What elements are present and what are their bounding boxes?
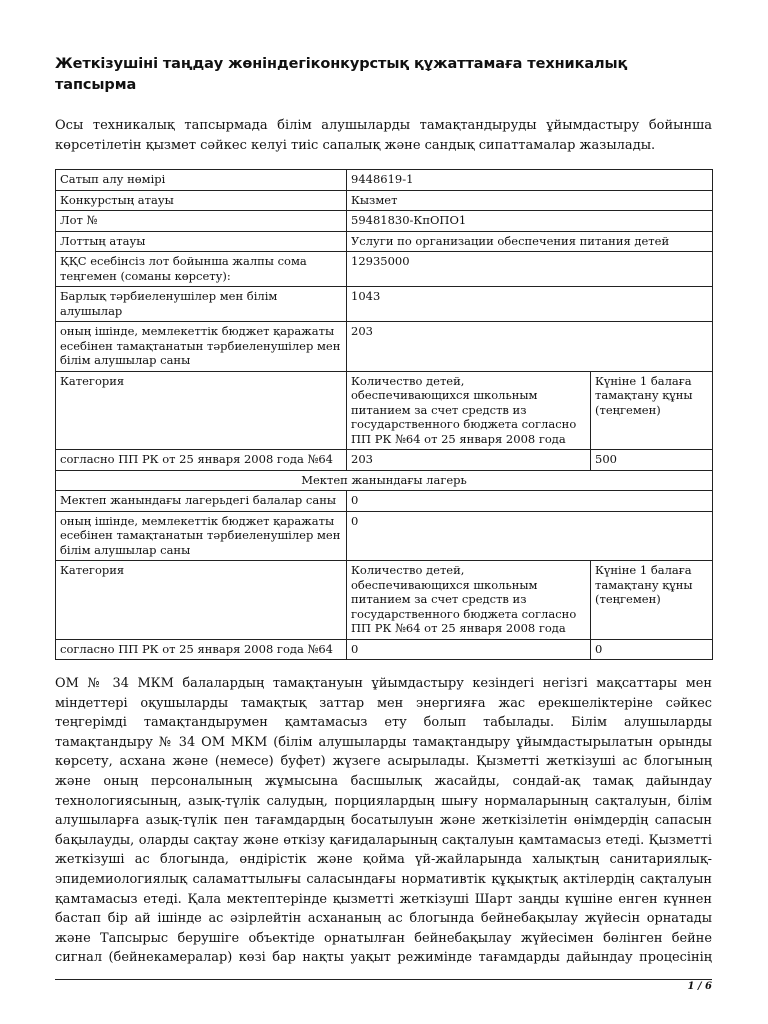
total-sum-value: 12935000 [347,252,713,287]
table-row [56,491,713,512]
camp-children-value: 0 [347,491,713,512]
lot-name-label: Лоттың атауы [56,231,347,252]
decree-label: согласно ПП РК от 25 января 2008 года №64 [56,450,347,471]
decree-cost-value: 500 [591,450,713,471]
table-row [56,170,713,191]
total-pupils-label: Барлық тәрбиеленушілер мен білім алушылар [56,287,347,322]
table-row [56,371,713,450]
purchase-number-value: 9448619-1 [347,170,713,191]
lot-details-table [55,169,713,660]
decree-children-value: 203 [347,450,591,471]
table-row [56,252,713,287]
daily-cost-header: Күніне 1 балаға тамақтану құны (теңгемен) [591,371,713,450]
camp-daily-cost-header: Күніне 1 балаға тамақтану құны (теңгемен) [591,561,713,640]
table-row [56,231,713,252]
camp-category-label: Категория [56,561,347,640]
total-pupils-value: 1043 [347,287,713,322]
body-paragraph: ОМ № 34 МКМ балалардың тамақтануын ұйымдастыру кезіндегі негізгі мақсаттары мен міндеттері оқушыларды тамақтық заттар мен энергияға жас ерекшеліктеріне сәйкес теңгерімді тамақтандырумен қамтамасыз ету болып табылады. Білім алушыларды тамақтандыру № 34 ОМ МКМ (білім алушыларды тамақтандыру ұйымдастырылатын орынды көрсету, асхана және (немесе) буфет) жүзеге асырылады. Қызметті жеткізуші ас блогының және оның персоналының жұмысына басшылық жасайды, сондай-ақ тамақ дайындау технологиясының, азық-түлік салудың, порциялардың шығу нормаларының сақталуын, білім алушыларға азық-түлік пен тағамдардың босатылуын және жеткізілетін өнімдердің сапасын бақылауды, оларды сақтау және өткізу қағидаларының сақталуын қамтамасыз етеді. Қызметті жеткізуші ас блогында, өндірістік және қойма үй-жайларында халықтың санитариялық-эпидемиологиялық саламаттылығы саласындағы нормативтік құқықтық актілердің сақталуын қамтамасыз етеді. Қала мектептерінде қызметті жеткізуші Шарт заңды күшіне енген күннен бастап бір ай ішінде ас әзірлейтін асхананың ас блогында бейнебақылау жүйесін орнатады және Тапсырыс берушіге объектіде орнатылған бейнебақылау жүйесімен бөлінген бейне сигнал (бейнекамералар) көзі бар нақты уақыт режимінде тағамдарды дайындау процесінің [55,676,712,964]
table-row [56,470,713,491]
table-row [56,190,713,211]
lot-number-value: 59481830-КпОПО1 [347,211,713,232]
camp-decree-label: согласно ПП РК от 25 января 2008 года №64 [56,639,347,660]
document-title: Жеткізушіні таңдау жөніндегіконкурстық құжаттамаға техникалық тапсырма [55,56,628,93]
table-row [56,322,713,372]
table-row [56,450,713,471]
intro-paragraph: Осы техникалық тапсырмада білім алушыларды тамақтандыруды ұйымдастыру бойынша көрсетілетін қызмет сәйкес келуі тиіс сапалық және сандық сипаттамалар жазылады. [55,118,712,153]
category-label: Категория [56,371,347,450]
camp-budget-label: оның ішінде, мемлекеттік бюджет қаражаты есебінен тамақтанатын тәрбиеленушілер мен білім алушылар саны [56,511,347,561]
camp-decree-cost-value: 0 [591,639,713,660]
footer-divider [55,979,712,980]
camp-decree-children-value: 0 [347,639,591,660]
camp-section-title: Мектеп жанындағы лагерь [56,470,713,491]
lot-number-label: Лот № [56,211,347,232]
total-sum-label: ҚҚС есебінсіз лот бойынша жалпы сома теңгемен (соманы көрсету): [56,252,347,287]
budget-pupils-value: 203 [347,322,713,372]
purchase-number-label: Сатып алу нөмірі [56,170,347,191]
table-row [56,287,713,322]
document-page [55,54,712,964]
table-row [56,561,713,640]
table-row [56,511,713,561]
lot-name-value: Услуги по организации обеспечения питания детей [347,231,713,252]
page-number: 1 / 6 [687,981,712,992]
camp-children-count-header: Количество детей, обеспечивающихся школьным питанием за счет средств из государственного бюджета согласно ПП РК №64 от 25 января 2008 года [347,561,591,640]
camp-children-label: Мектеп жанындағы лагерьдегі балалар саны [56,491,347,512]
budget-pupils-label: оның ішінде, мемлекеттік бюджет қаражаты есебінен тамақтанатын тәрбиеленушілер мен білім алушылар саны [56,322,347,372]
tender-name-value: Кызмет [347,190,713,211]
children-count-header: Количество детей, обеспечивающихся школьным питанием за счет средств из государственного бюджета согласно ПП РК №64 от 25 января 2008 года [347,371,591,450]
tender-name-label: Конкурстың атауы [56,190,347,211]
table-row [56,639,713,660]
table-row [56,211,713,232]
camp-budget-value: 0 [347,511,713,561]
